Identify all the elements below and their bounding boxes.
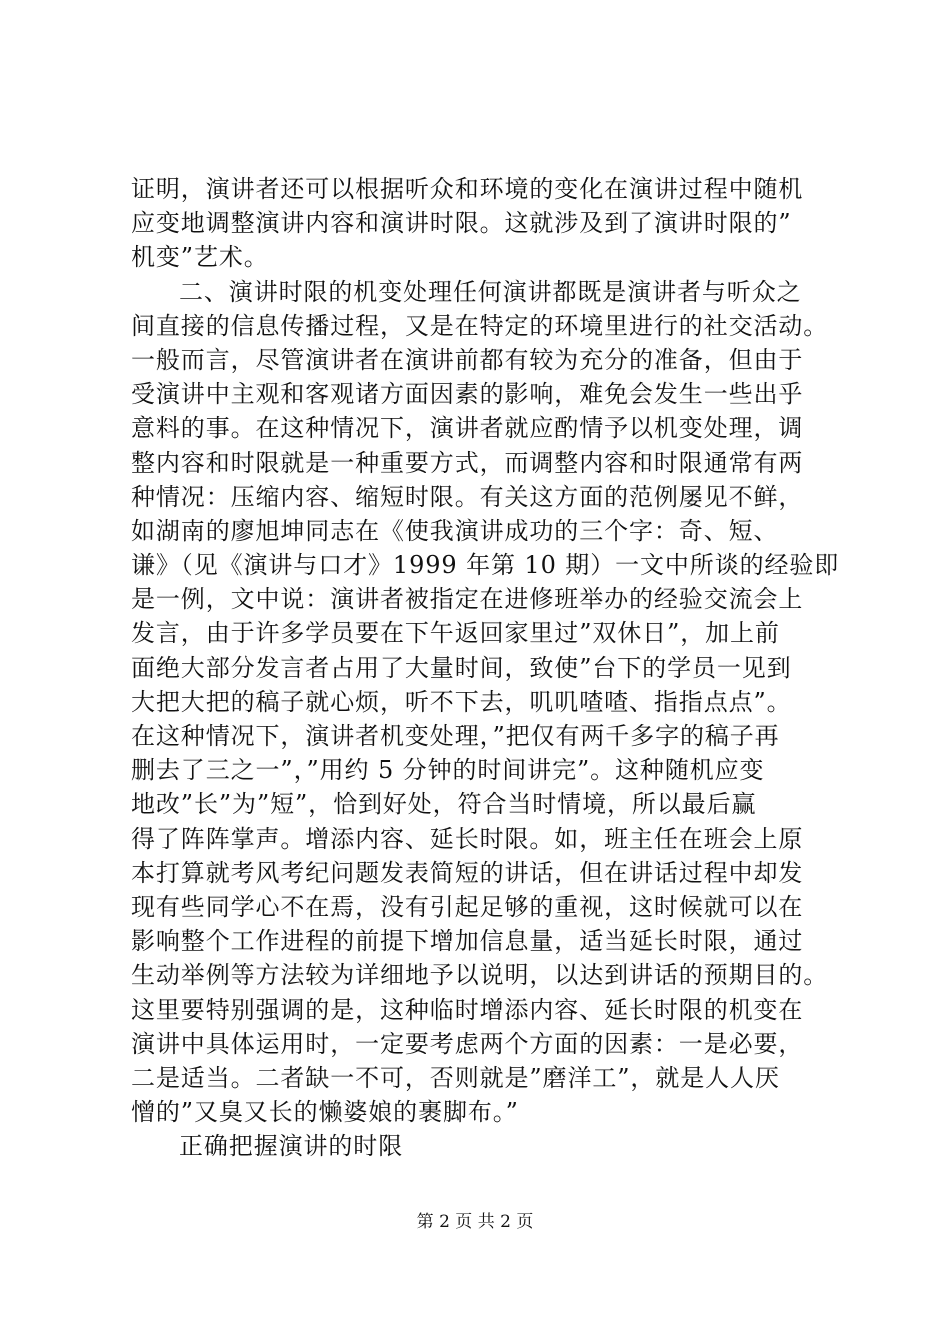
text-line: 删去了三之一”，”用约 5 分钟的时间讲完”。这种随机应变 [131, 756, 765, 785]
text-line: 整内容和时限就是一种重要方式，而调整内容和时限通常有两 [131, 448, 804, 477]
text-line: 演讲中具体运用时，一定要考虑两个方面的因素：一是必要， [131, 1029, 804, 1058]
page-footer [0, 1210, 950, 1234]
text-line: 本打算就考风考纪问题发表简短的讲话，但在讲话过程中却发 [131, 858, 804, 887]
text-line: 在这种情况下，演讲者机变处理，”把仅有两千多字的稿子再 [131, 722, 780, 750]
text-line: 这里要特别强调的是，这种临时增添内容、延长时限的机变在 [131, 995, 804, 1024]
text-line: 现有些同学心不在焉，没有引起足够的重视，这时候就可以在 [131, 892, 804, 921]
text-line: 意料的事。在这种情况下，演讲者就应酌情予以机变处理，调 [131, 414, 804, 443]
text-line: 地改”长”为”短”，恰到好处，符合当时情境，所以最后赢 [131, 790, 757, 819]
text-line: 证明，演讲者还可以根据听众和环境的变化在演讲过程中随机 [131, 175, 804, 203]
text-line: 种情况：压缩内容、缩短时限。有关这方面的范例屡见不鲜， [131, 482, 804, 511]
text-line: 发言，由于许多学员要在下午返回家里过”双休日”，加上前 [131, 619, 780, 648]
body-text [131, 172, 851, 1163]
section-heading-line: 二、演讲时限的机变处理任何演讲都既是演讲者与听众之 [179, 277, 802, 306]
text-line: 影响整个工作进程的前提下增加信息量，适当延长时限，通过 [131, 927, 804, 956]
text-line: 大把大把的稿子就心烦，听不下去，叽叽喳喳、指指点点”。 [131, 687, 792, 716]
text-line: 面绝大部分发言者占用了大量时间，致使”台下的学员一见到 [131, 653, 792, 682]
text-line: 得了阵阵掌声。增添内容、延长时限。如，班主任在班会上原 [131, 824, 804, 853]
page-number-label: 第 2 页 共 2 页 [416, 1212, 534, 1232]
text-line: 憎的”又臭又长的懒婆娘的裹脚布。” [131, 1098, 519, 1127]
text-line: 谦》（见《演讲与口才》1999 年第 10 期）一文中所谈的经验即 [131, 551, 840, 580]
text-line: 如湖南的廖旭坤同志在《使我演讲成功的三个字：奇、短、 [131, 516, 779, 545]
text-line: 受演讲中主观和客观诸方面因素的影响，难免会发生一些出乎 [131, 380, 804, 409]
closing-title-line: 正确把握演讲的时限 [179, 1132, 404, 1161]
text-line: 机变”艺术。 [131, 243, 269, 272]
text-line: 间直接的信息传播过程，又是在特定的环境里进行的社交活动。 [131, 311, 829, 340]
text-line: 应变地调整演讲内容和演讲时限。这就涉及到了演讲时限的” [131, 209, 792, 238]
text-line: 一般而言，尽管演讲者在演讲前都有较为充分的准备，但由于 [131, 345, 804, 374]
text-line: 生动举例等方法较为详细地予以说明，以达到讲话的预期目的。 [131, 961, 829, 990]
text-line: 是一例，文中说：演讲者被指定在进修班举办的经验交流会上 [131, 585, 804, 614]
text-line: 二是适当。二者缺一不可，否则就是”磨洋工”，就是人人厌 [131, 1063, 780, 1092]
